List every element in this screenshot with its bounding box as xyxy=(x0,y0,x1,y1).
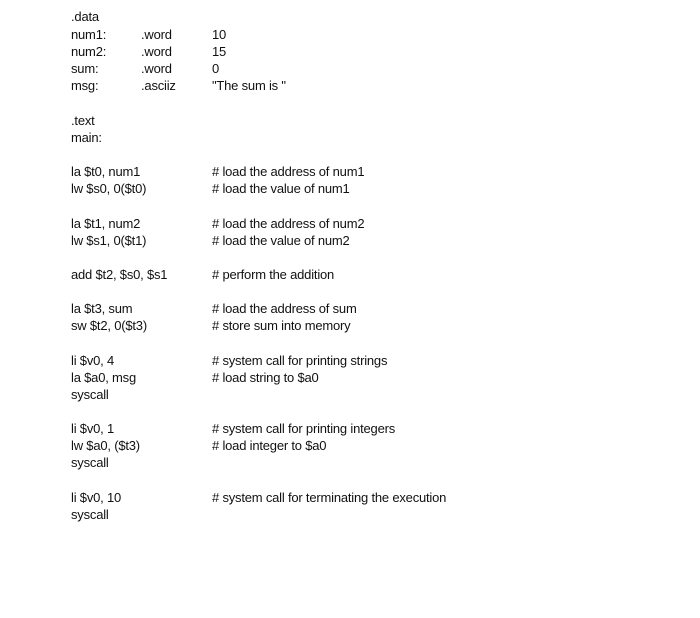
instruction-comment: # load the address of num2 xyxy=(212,216,365,231)
data-label: msg: xyxy=(71,78,99,93)
instruction-comment: # system call for printing integers xyxy=(212,421,396,436)
instruction-code: la $t3, sum xyxy=(71,301,133,316)
data-type: .asciiz xyxy=(141,78,176,93)
instruction-comment: # perform the addition xyxy=(212,267,335,282)
data-value: 0 xyxy=(212,61,220,76)
instruction-code: add $t2, $s0, $s1 xyxy=(71,267,168,282)
instruction-comment: # system call for printing strings xyxy=(212,353,388,368)
data-value: 15 xyxy=(212,44,227,59)
instruction-comment: # load the value of num2 xyxy=(212,233,350,248)
instruction-code: li $v0, 10 xyxy=(71,490,122,505)
data-label: num1: xyxy=(71,27,107,42)
instruction-code: la $a0, msg xyxy=(71,370,137,385)
instruction-code: lw $a0, ($t3) xyxy=(71,438,140,453)
instruction-comment: # load the value of num1 xyxy=(212,181,350,196)
data-value: "The sum is " xyxy=(212,78,286,93)
instruction-comment: # load integer to $a0 xyxy=(212,438,327,453)
instruction-code: syscall xyxy=(71,507,109,522)
instruction-comment: # system call for terminating the execution xyxy=(212,490,447,505)
data-directive: .data xyxy=(71,9,99,24)
instruction-comment: # load the address of num1 xyxy=(212,164,365,179)
instruction-code: la $t1, num2 xyxy=(71,216,141,231)
data-label: sum: xyxy=(71,61,99,76)
instruction-code: li $v0, 4 xyxy=(71,353,115,368)
data-type: .word xyxy=(141,61,172,76)
instruction-code: lw $s1, 0($t1) xyxy=(71,233,147,248)
instruction-code: sw $t2, 0($t3) xyxy=(71,318,147,333)
data-label: num2: xyxy=(71,44,107,59)
instruction-comment: # load string to $a0 xyxy=(212,370,319,385)
instruction-code: syscall xyxy=(71,387,109,402)
instruction-code: li $v0, 1 xyxy=(71,421,115,436)
instruction-comment: # store sum into memory xyxy=(212,318,351,333)
instruction-code: lw $s0, 0($t0) xyxy=(71,181,147,196)
main-label: main: xyxy=(71,130,102,145)
data-type: .word xyxy=(141,44,172,59)
instruction-code: la $t0, num1 xyxy=(71,164,141,179)
data-type: .word xyxy=(141,27,172,42)
instruction-comment: # load the address of sum xyxy=(212,301,357,316)
text-directive: .text xyxy=(71,113,95,128)
instruction-code: syscall xyxy=(71,455,109,470)
data-value: 10 xyxy=(212,27,227,42)
